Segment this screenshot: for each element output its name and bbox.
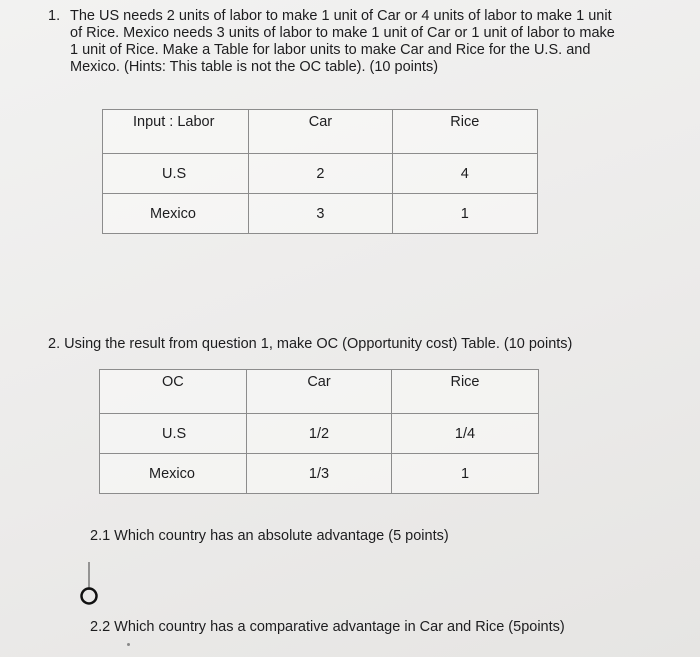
labor-header-rice: Rice xyxy=(392,110,537,154)
oc-table-header-row xyxy=(100,370,539,414)
labor-cell-mexico-label: Mexico xyxy=(103,194,249,234)
labor-cell-us-rice: 4 xyxy=(392,154,537,194)
oc-table xyxy=(99,369,539,494)
labor-table-row-mexico xyxy=(103,194,538,234)
labor-table xyxy=(102,109,538,234)
question-1 xyxy=(48,8,623,76)
oc-header-oc: OC xyxy=(100,370,247,414)
question-1-text: The US needs 2 units of labor to make 1 unit of Car or 4 units of labor to make 1 unit of Rice. Mexico needs 3 units of labor to make 1 unit of Car or 1 unit of labor to make 1 unit of Rice. Make a Table for labor units to make Car and Rice for the U.S. and Mexico. (Hints: This table is not the OC table). (10 points) xyxy=(70,8,615,75)
labor-cell-mexico-rice: 1 xyxy=(392,194,537,234)
text-cursor-icon xyxy=(76,560,102,606)
oc-cell-mexico-rice: 1 xyxy=(392,454,539,494)
oc-table-row-mexico xyxy=(100,454,539,494)
question-2-1: 2.1 Which country has an absolute advantage (5 points) xyxy=(90,528,449,544)
labor-cell-mexico-car: 3 xyxy=(249,194,392,234)
labor-table-row-us xyxy=(103,154,538,194)
oc-cell-us-rice: 1/4 xyxy=(392,414,539,454)
oc-cell-us-car: 1/2 xyxy=(247,414,392,454)
labor-header-input: Input : Labor xyxy=(103,110,249,154)
oc-header-car: Car xyxy=(247,370,392,414)
oc-header-rice: Rice xyxy=(392,370,539,414)
labor-cell-us-car: 2 xyxy=(249,154,392,194)
oc-table-row-us xyxy=(100,414,539,454)
question-2: 2. Using the result from question 1, make OC (Opportunity cost) Table. (10 points) xyxy=(48,336,573,352)
oc-cell-us-label: U.S xyxy=(100,414,247,454)
oc-cell-mexico-car: 1/3 xyxy=(247,454,392,494)
labor-header-car: Car xyxy=(249,110,392,154)
question-1-number: 1. xyxy=(48,8,61,24)
labor-cell-us-label: U.S xyxy=(103,154,249,194)
oc-cell-mexico-label: Mexico xyxy=(100,454,247,494)
question-2-2: 2.2 Which country has a comparative advantage in Car and Rice (5points) xyxy=(90,619,565,635)
labor-table-header-row xyxy=(103,110,538,154)
decorative-dot xyxy=(127,643,130,646)
